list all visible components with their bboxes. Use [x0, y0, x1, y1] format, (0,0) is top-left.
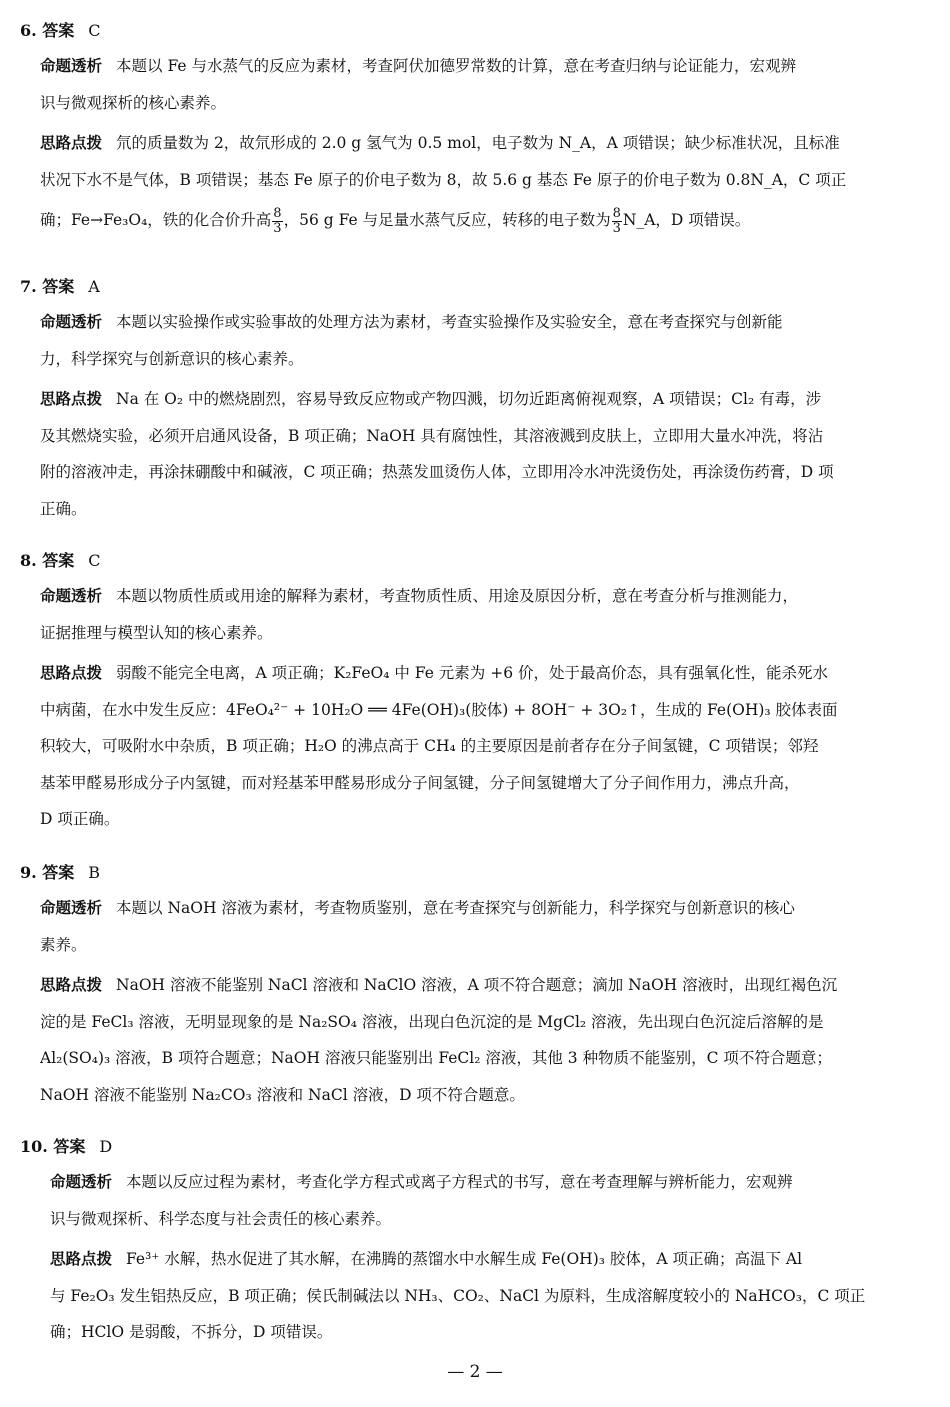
- answer-value: A: [88, 277, 100, 296]
- answer-header: [20, 1130, 930, 1164]
- hint-label: 思路点拨: [40, 663, 103, 682]
- hint-section: [20, 967, 930, 1113]
- hint-section: [20, 1241, 930, 1351]
- question-9: [20, 856, 930, 1113]
- hint-line: Na 在 O₂ 中的燃烧剧烈，容易导致反应物或产物四溅，切勿近距离俯视观察，A 项错误；Cl₂ 有毒，涉: [116, 390, 822, 408]
- numerator: 8: [612, 205, 621, 221]
- answer-header: [20, 544, 930, 578]
- hint-text: N_A，D 项错误。: [622, 211, 751, 229]
- fraction: [612, 207, 622, 236]
- hint-line: 基苯甲醛易形成分子内氢键，而对羟基苯甲醛易形成分子间氢键，分子间氢键增大了分子间作用力，沸点升高，: [40, 773, 800, 792]
- analysis-label: 命题透析: [40, 586, 103, 605]
- analysis-line: 本题以反应过程为素材，考查化学方程式或离子方程式的书写，意在考查理解与辨析能力，宏观辨: [126, 1173, 793, 1191]
- hint-line: [40, 198, 930, 242]
- question-6: [20, 14, 930, 242]
- answer-header: [20, 270, 930, 304]
- hint-line: Al₂(SO₄)₃ 溶液，B 项符合题意；NaOH 溶液只能鉴别出 FeCl₂ 溶液，其他 3 种物质不能鉴别，C 项不符合题意；: [40, 1049, 832, 1067]
- hint-line: 淀的是 FeCl₃ 溶液，无明显现象的是 Na₂SO₄ 溶液，出现白色沉淀的是 MgCl₂ 溶液，先出现白色沉淀后溶解的是: [40, 1012, 824, 1031]
- hint-line: 与 Fe₂O₃ 发生铝热反应，B 项正确；侯氏制碱法以 NH₃、CO₂、NaCl 为原料，生成溶解度较小的 NaHCO₃，C 项正: [50, 1286, 866, 1305]
- hint-label: 思路点拨: [40, 389, 103, 408]
- hint-section: [20, 381, 930, 527]
- hint-text: 确；Fe→Fe₃O₄，铁的化合价升高: [40, 211, 272, 229]
- answer-header: [20, 14, 930, 48]
- hint-line: 正确。: [40, 499, 87, 518]
- analysis-section: [20, 1164, 930, 1237]
- numerator: 8: [273, 205, 282, 221]
- analysis-line: 识与微观探析、科学态度与社会责任的核心素养。: [50, 1209, 392, 1228]
- hint-section: [20, 125, 930, 242]
- hint-label: 思路点拨: [40, 133, 103, 152]
- question-number: 7. 答案: [20, 277, 75, 296]
- answer-value: C: [88, 21, 101, 40]
- analysis-line: 本题以物质性质或用途的解释为素材，考查物质性质、用途及原因分析，意在考查分析与推测能力，: [116, 587, 799, 605]
- analysis-label: 命题透析: [40, 312, 103, 331]
- fraction: [272, 207, 282, 236]
- answer-value: D: [99, 1137, 113, 1156]
- question-7: [20, 270, 930, 527]
- analysis-line: 力，科学探究与创新意识的核心素养。: [40, 349, 304, 368]
- hint-line: NaOH 溶液不能鉴别 NaCl 溶液和 NaClO 溶液，A 项不符合题意；滴加 NaOH 溶液时，出现红褐色沉: [116, 976, 838, 994]
- hint-line: 弱酸不能完全电离，A 项正确；K₂FeO₄ 中 Fe 元素为 +6 价，处于最高价态，具有强氧化性，能杀死水: [116, 664, 828, 682]
- hint-label: 思路点拨: [50, 1249, 113, 1268]
- hint-line: 积较大，可吸附水中杂质，B 项正确；H₂O 的沸点高于 CH₄ 的主要原因是前者存在分子间氢键，C 项错误；邻羟: [40, 737, 819, 755]
- question-number: 8. 答案: [20, 551, 75, 570]
- analysis-label: 命题透析: [40, 898, 103, 917]
- hint-line: 附的溶液冲走，再涂抹硼酸中和碱液，C 项正确；热蒸发皿烫伤人体，立即用冷水冲洗烫伤处，再涂烫伤药膏，D 项: [40, 463, 834, 481]
- analysis-line: 本题以实验操作或实验事故的处理方法为素材，考查实验操作及实验安全，意在考查探究与创新能: [116, 313, 783, 331]
- hint-text: ，56 g Fe 与足量水蒸气反应，转移的电子数为: [283, 211, 611, 229]
- answer-header: [20, 856, 930, 890]
- analysis-line: 本题以 NaOH 溶液为素材，考查物质鉴别，意在考查探究与创新能力，科学探究与创新意识的核心: [116, 899, 795, 917]
- analysis-label: 命题透析: [50, 1172, 113, 1191]
- answer-value: C: [88, 551, 101, 570]
- hint-line: 确；HClO 是弱酸，不拆分，D 项错误。: [50, 1323, 333, 1341]
- analysis-line: 素养。: [40, 935, 87, 954]
- analysis-section: [20, 578, 930, 651]
- analysis-section: [20, 890, 930, 963]
- analysis-line: 本题以 Fe 与水蒸气的反应为素材，考查阿伏加德罗常数的计算，意在考查归纳与论证能力，宏观辨: [116, 57, 796, 75]
- hint-line: NaOH 溶液不能鉴别 Na₂CO₃ 溶液和 NaCl 溶液，D 项不符合题意。: [40, 1085, 525, 1104]
- analysis-section: [20, 48, 930, 121]
- analysis-line: 识与微观探析的核心素养。: [40, 93, 227, 112]
- hint-line: Fe³⁺ 水解，热水促进了其水解，在沸腾的蒸馏水中水解生成 Fe(OH)₃ 胶体，A 项正确；高温下 Al: [126, 1250, 803, 1268]
- analysis-line: 证据推理与模型认知的核心素养。: [40, 623, 273, 642]
- answer-value: B: [88, 863, 101, 882]
- hint-label: 思路点拨: [40, 975, 103, 994]
- hint-line: 氘的质量数为 2，故氘形成的 2.0 g 氢气为 0.5 mol，电子数为 N_A，A 项错误；缺少标准状况，且标准: [116, 134, 840, 152]
- question-number: 6. 答案: [20, 21, 75, 40]
- denominator: 3: [273, 220, 282, 236]
- denominator: 3: [612, 220, 621, 236]
- hint-section: [20, 655, 930, 838]
- question-10: [20, 1130, 930, 1351]
- hint-line: 中病菌，在水中发生反应：4FeO₄²⁻ + 10H₂O ══ 4Fe(OH)₃(胶体) + 8OH⁻ + 3O₂↑，生成的 Fe(OH)₃ 胶体表面: [40, 700, 838, 719]
- question-number: 9. 答案: [20, 863, 75, 882]
- question-8: [20, 544, 930, 838]
- analysis-section: [20, 304, 930, 377]
- analysis-label: 命题透析: [40, 56, 103, 75]
- page-number: — 2 —: [447, 1362, 503, 1382]
- hint-line: 状况下水不是气体，B 项错误；基态 Fe 原子的价电子数为 8，故 5.6 g 基态 Fe 原子的价电子数为 0.8N_A，C 项正: [40, 170, 847, 189]
- hint-line: 及其燃烧实验，必须开启通风设备，B 项正确；NaOH 具有腐蚀性，其溶液溅到皮肤上，立即用大量水冲洗，将沾: [40, 426, 824, 445]
- hint-line: D 项正确。: [40, 810, 120, 828]
- question-number: 10. 答案: [20, 1137, 86, 1156]
